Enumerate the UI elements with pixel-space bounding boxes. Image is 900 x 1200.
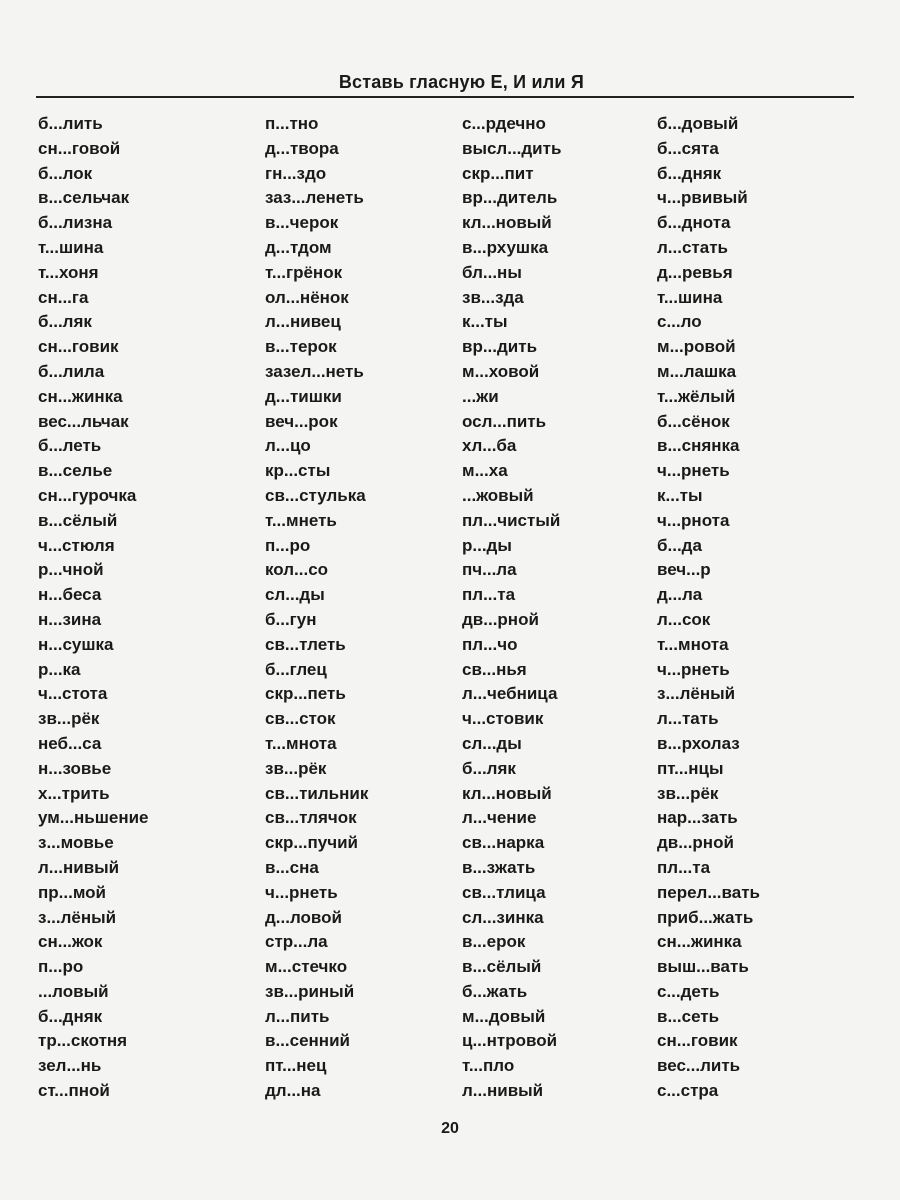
exercise-word: ч...рнеть: [657, 461, 730, 481]
exercise-word: д...ла: [657, 585, 703, 605]
exercise-word: скр...пучий: [265, 833, 359, 853]
exercise-word: кр...сты: [265, 461, 331, 481]
exercise-word: б...дняк: [657, 163, 722, 183]
exercise-word: веч...р: [657, 560, 711, 580]
exercise-word: зв...риный: [265, 981, 355, 1001]
exercise-word: б...гун: [265, 609, 317, 629]
exercise-word: ч...стовик: [462, 709, 544, 729]
exercise-word: р...ды: [462, 535, 512, 555]
exercise-word: ст...пной: [38, 1081, 110, 1101]
exercise-word: св...тлеть: [265, 634, 346, 654]
exercise-word: б...глец: [265, 659, 327, 679]
exercise-word: с...деть: [657, 981, 720, 1001]
exercise-word: св...нарка: [462, 833, 545, 853]
exercise-word: в...сна: [265, 857, 319, 877]
exercise-word: б...леть: [38, 436, 102, 456]
exercise-word: зв...рёк: [657, 783, 719, 803]
exercise-word: св...тлячок: [265, 808, 357, 828]
exercise-word: к...ты: [657, 485, 703, 505]
exercise-word: т...жёлый: [657, 386, 736, 406]
exercise-word: б...днота: [657, 213, 731, 233]
exercise-word: сл...зинка: [462, 907, 544, 927]
exercise-word: б...ляк: [462, 758, 516, 778]
exercise-word: д...твора: [265, 138, 339, 158]
page-title: Вставь гласную Е, И или Я: [338, 72, 584, 92]
exercise-word: гн...здо: [265, 163, 327, 183]
exercise-word: м...довый: [462, 1006, 546, 1026]
exercise-word: т...пло: [462, 1056, 515, 1076]
exercise-word: заз...ленеть: [265, 188, 364, 208]
exercise-word: ...жи: [462, 386, 499, 406]
exercise-word: р...ка: [38, 659, 81, 679]
exercise-word: зв...зда: [462, 287, 524, 307]
exercise-word: дв...рной: [657, 833, 734, 853]
exercise-word: ч...стюля: [38, 535, 115, 555]
exercise-word: ч...рнота: [657, 510, 730, 530]
exercise-word: в...сельчак: [38, 188, 130, 208]
exercise-word: зв...рёк: [265, 758, 327, 778]
exercise-word: б...лить: [38, 114, 103, 133]
exercise-word: в...сёлый: [462, 957, 542, 977]
exercise-word: св...нья: [462, 659, 527, 679]
exercise-word: пч...ла: [462, 560, 517, 580]
exercise-word: б...лила: [38, 361, 105, 381]
exercise-word: д...ловой: [265, 907, 342, 927]
exercise-word: ум...ньшение: [38, 808, 149, 828]
exercise-word: ...ловый: [38, 981, 109, 1001]
exercise-word: б...ляк: [38, 312, 92, 332]
exercise-word: хл...ба: [462, 436, 517, 456]
exercise-word: в...ерок: [462, 932, 526, 952]
exercise-word: м...стечко: [265, 957, 348, 977]
exercise-word: б...сёнок: [657, 411, 730, 431]
exercise-word: д...ревья: [657, 262, 733, 282]
exercise-word: л...нивый: [462, 1081, 544, 1101]
exercise-word: пл...та: [657, 857, 711, 877]
exercise-word: св...сток: [265, 709, 336, 729]
exercise-word: л...нивец: [265, 312, 341, 332]
exercise-word: сн...говик: [38, 337, 119, 357]
exercise-word: з...лёный: [657, 684, 736, 704]
exercise-word: зел...нь: [38, 1056, 102, 1076]
exercise-word: т...мнота: [265, 733, 337, 753]
exercise-word: сн...гурочка: [38, 485, 137, 505]
exercise-word: б...да: [657, 535, 702, 555]
exercise-word: т...мнеть: [265, 510, 337, 530]
exercise-word: в...терок: [265, 337, 337, 357]
exercise-word: н...зовье: [38, 758, 112, 778]
exercise-word: св...тлица: [462, 882, 546, 902]
exercise-word: б...жать: [462, 981, 528, 1001]
exercise-word: стр...ла: [265, 932, 328, 952]
exercise-word: ч...стота: [38, 684, 108, 704]
exercise-word: ...жовый: [462, 485, 534, 505]
exercise-word: высл...дить: [462, 138, 562, 158]
exercise-word: сн...говик: [657, 1031, 738, 1051]
exercise-word: пр...мой: [38, 882, 107, 902]
exercise-word: т...мнота: [657, 634, 729, 654]
exercise-word: л...сок: [657, 609, 711, 629]
exercise-word: ч...рвивый: [657, 188, 748, 208]
exercise-word: сн...га: [38, 287, 89, 307]
exercise-word: вес...льчак: [38, 411, 129, 431]
exercise-word: л...чение: [462, 808, 537, 828]
exercise-word: в...снянка: [657, 436, 740, 456]
exercise-word: пт...нец: [265, 1056, 327, 1076]
exercise-word: к...ты: [462, 312, 508, 332]
exercise-word: веч...рок: [265, 411, 338, 431]
exercise-word: в...сеть: [657, 1006, 720, 1026]
exercise-word: л...пить: [265, 1006, 330, 1026]
exercise-word: л...цо: [265, 436, 311, 456]
exercise-word: т...хоня: [38, 262, 99, 282]
exercise-word: кл...новый: [462, 213, 552, 233]
exercise-word: м...лашка: [657, 361, 737, 381]
exercise-word: л...тать: [657, 709, 719, 729]
word-column-3: [462, 112, 662, 1104]
exercise-word: ч...рнеть: [657, 659, 730, 679]
exercise-word: в...черок: [265, 213, 339, 233]
exercise-word: л...чебница: [462, 684, 558, 704]
exercise-word: р...чной: [38, 560, 104, 580]
exercise-word: сл...ды: [462, 733, 522, 753]
exercise-word: т...шина: [657, 287, 723, 307]
exercise-word: перел...вать: [657, 882, 760, 902]
exercise-word: выш...вать: [657, 957, 749, 977]
exercise-word: п...ро: [38, 957, 84, 977]
exercise-word: вр...дитель: [462, 188, 558, 208]
exercise-word: сн...жок: [38, 932, 103, 952]
exercise-word: х...трить: [38, 783, 110, 803]
exercise-word: м...ховой: [462, 361, 540, 381]
exercise-word: сл...ды: [265, 585, 325, 605]
exercise-word: нар...зать: [657, 808, 738, 828]
exercise-word: ол...нёнок: [265, 287, 349, 307]
exercise-word: л...стать: [657, 237, 728, 257]
exercise-word: кол...со: [265, 560, 329, 580]
exercise-word: п...ро: [265, 535, 311, 555]
exercise-word: м...ровой: [657, 337, 736, 357]
exercise-word: с...стра: [657, 1081, 719, 1101]
page-number: 20: [441, 1120, 459, 1137]
exercise-word: в...селье: [38, 461, 113, 481]
exercise-word: д...тдом: [265, 237, 332, 257]
exercise-word: тр...скотня: [38, 1031, 128, 1051]
exercise-word: п...тно: [265, 114, 319, 133]
exercise-word: в...рхушка: [462, 237, 549, 257]
exercise-word: сн...жинка: [657, 932, 742, 952]
exercise-word: св...тильник: [265, 783, 369, 803]
exercise-word: м...ха: [462, 461, 508, 481]
exercise-word: в...зжать: [462, 857, 536, 877]
exercise-word: н...беса: [38, 585, 102, 605]
exercise-word: ч...рнеть: [265, 882, 338, 902]
exercise-word: т...шина: [38, 237, 104, 257]
exercise-word: вес...лить: [657, 1056, 741, 1076]
exercise-word: кл...новый: [462, 783, 552, 803]
exercise-word: в...сёлый: [38, 510, 118, 530]
exercise-word: пл...чистый: [462, 510, 561, 530]
exercise-word: бл...ны: [462, 262, 522, 282]
exercise-word: зв...рёк: [38, 709, 100, 729]
exercise-word: б...лок: [38, 163, 93, 183]
exercise-word: пл...та: [462, 585, 516, 605]
exercise-word: приб...жать: [657, 907, 754, 927]
word-column-2: [265, 112, 465, 1104]
exercise-word: скр...петь: [265, 684, 346, 704]
exercise-word: б...дняк: [38, 1006, 103, 1026]
exercise-word: д...тишки: [265, 386, 342, 406]
exercise-word: неб...са: [38, 733, 102, 753]
exercise-word: в...сенний: [265, 1031, 350, 1051]
exercise-word: дв...рной: [462, 609, 539, 629]
exercise-word: н...зина: [38, 609, 102, 629]
exercise-word: осл...пить: [462, 411, 547, 431]
header-rule: [36, 66, 854, 98]
exercise-word: ц...нтровой: [462, 1031, 558, 1051]
exercise-word: з...лёный: [38, 907, 117, 927]
exercise-word: сн...жинка: [38, 386, 123, 406]
exercise-word: з...мовье: [38, 833, 114, 853]
exercise-word: б...лизна: [38, 213, 113, 233]
exercise-word: сн...говой: [38, 138, 121, 158]
exercise-word: св...стулька: [265, 485, 366, 505]
exercise-word: скр...пит: [462, 163, 534, 183]
exercise-word: зазел...неть: [265, 361, 364, 381]
exercise-word: т...грёнок: [265, 262, 343, 282]
word-column-1: [38, 112, 238, 1104]
exercise-word: в...рхолаз: [657, 733, 740, 753]
exercise-word: б...довый: [657, 114, 739, 133]
exercise-word: н...сушка: [38, 634, 114, 654]
exercise-word: с...рдечно: [462, 114, 546, 133]
exercise-word: б...сята: [657, 138, 719, 158]
exercise-word: с...ло: [657, 312, 702, 332]
word-column-4: [657, 112, 857, 1104]
exercise-word: вр...дить: [462, 337, 538, 357]
exercise-word: пт...нцы: [657, 758, 724, 778]
exercise-word: л...нивый: [38, 857, 120, 877]
exercise-word: пл...чо: [462, 634, 518, 654]
exercise-word: дл...на: [265, 1081, 321, 1101]
